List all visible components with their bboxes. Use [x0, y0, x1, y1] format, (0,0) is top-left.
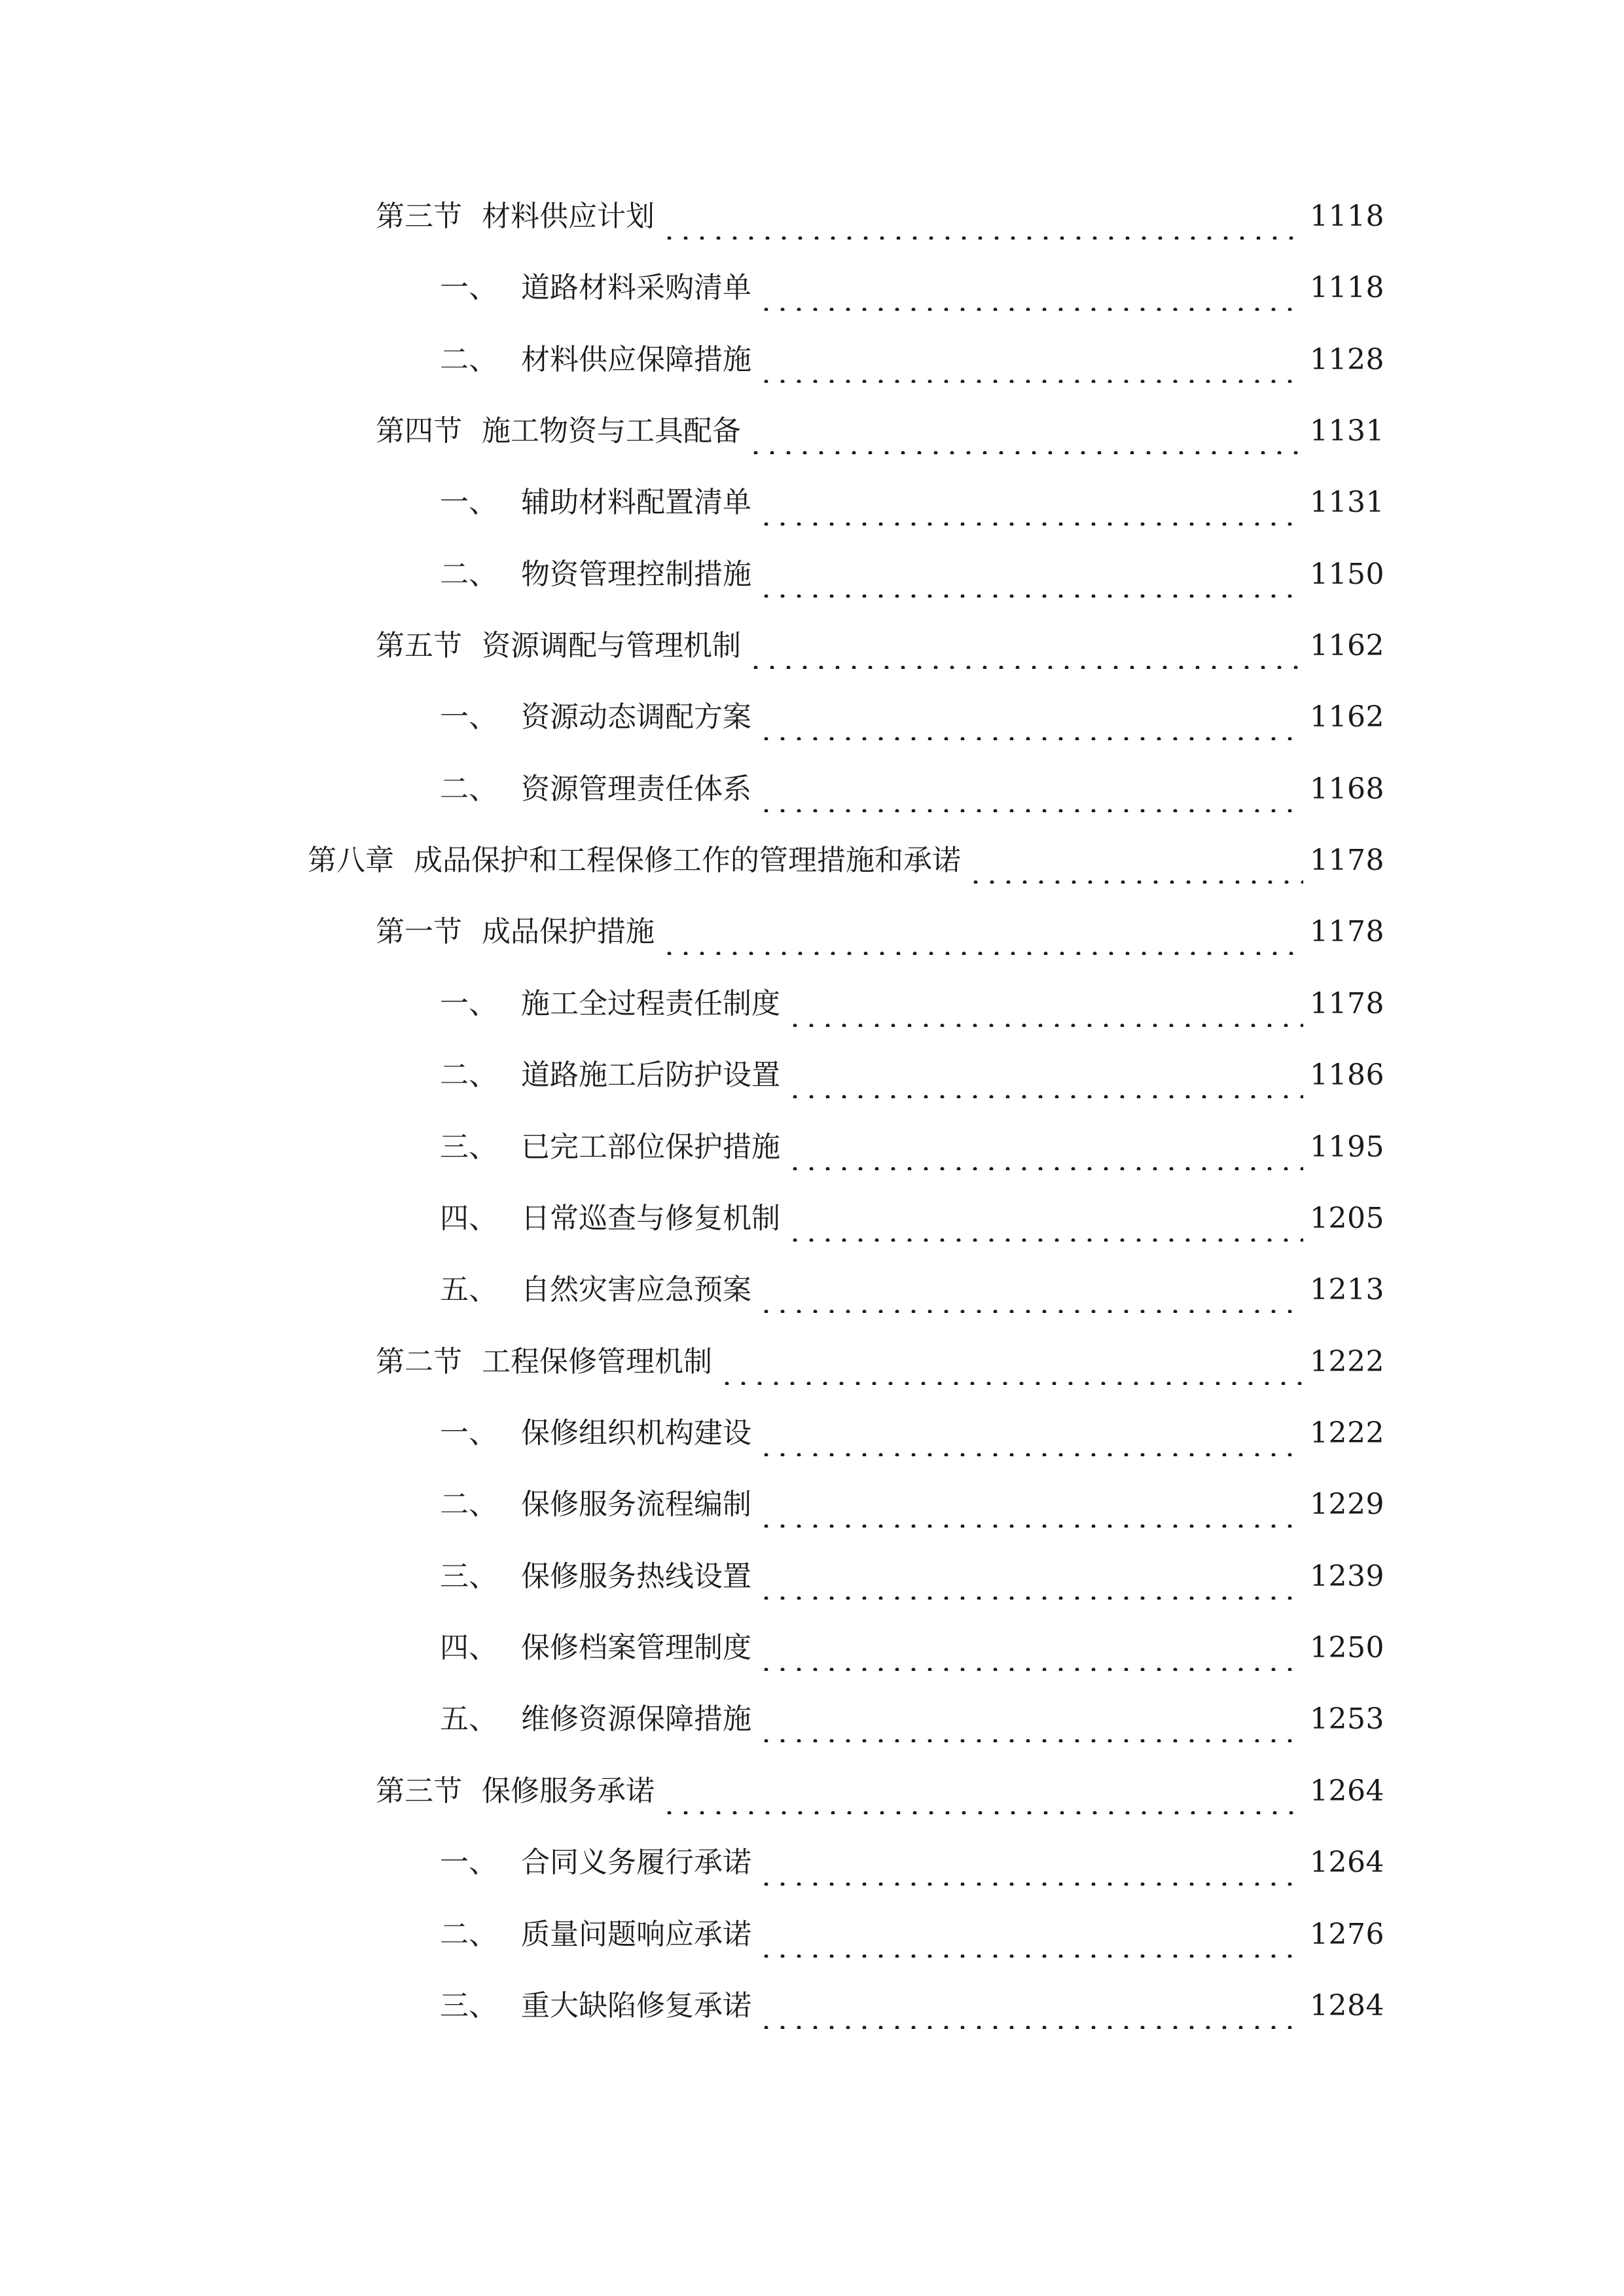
dot-leader: [758, 552, 1303, 598]
dot-leader: [758, 1554, 1303, 1600]
dot-leader: [748, 408, 1303, 454]
toc-entry-number: 一、: [440, 271, 497, 304]
toc-entry-page: 1186: [1310, 1058, 1384, 1092]
toc-entry-title: 资源调配与管理机制: [482, 629, 741, 662]
toc-entry-title: 材料供应保障措施: [521, 343, 751, 376]
toc-section-entry[interactable]: [376, 909, 1384, 955]
toc-entry-page: 1205: [1310, 1202, 1384, 1235]
dot-leader: [661, 909, 1303, 955]
toc-entry-title: 质量问题响应承诺: [521, 1918, 751, 1951]
toc-entry-title: 维修资源保障措施: [521, 1702, 751, 1736]
dot-leader: [787, 981, 1303, 1027]
dot-leader: [661, 194, 1303, 240]
toc-subsection-entry[interactable]: [440, 1124, 1384, 1170]
dot-leader: [758, 480, 1303, 526]
toc-entry-number: 三、: [440, 1130, 497, 1164]
dot-leader: [758, 1912, 1303, 1958]
toc-entry-title: 施工全过程责任制度: [521, 987, 780, 1020]
dot-leader: [758, 1482, 1303, 1528]
toc-subsection-entry[interactable]: [440, 766, 1384, 812]
toc-entry-title: 合同义务履行承诺: [521, 1846, 751, 1879]
toc-entry-page: 1250: [1310, 1631, 1384, 1664]
toc-entry-page: 1264: [1310, 1846, 1384, 1879]
toc-entry-number: 二、: [440, 343, 497, 376]
toc-entry-number: 二、: [440, 558, 497, 591]
toc-subsection-entry[interactable]: [440, 552, 1384, 598]
dot-leader: [967, 838, 1303, 884]
toc-entry-page: 1195: [1310, 1130, 1384, 1164]
dot-leader: [748, 623, 1303, 669]
toc-entry-page: 1213: [1310, 1273, 1384, 1306]
toc-entry-number: 一、: [440, 987, 497, 1020]
toc-entry-title: 物资管理控制措施: [521, 558, 751, 591]
toc-entry-number: 五、: [440, 1702, 497, 1736]
toc-entry-number: 一、: [440, 700, 497, 734]
toc-entry-number: 二、: [440, 1058, 497, 1092]
toc-entry-number: 一、: [440, 1416, 497, 1450]
toc-subsection-entry[interactable]: [440, 1482, 1384, 1528]
toc-entry-number: 五、: [440, 1273, 497, 1306]
toc-entry-title: 自然灾害应急预案: [521, 1273, 751, 1306]
toc-subsection-entry[interactable]: [440, 1196, 1384, 1242]
toc-entry-page: 1128: [1310, 343, 1384, 376]
dot-leader: [661, 1768, 1303, 1814]
toc-entry-number: 三、: [440, 1989, 497, 2022]
toc-entry-number: 第三节: [376, 1774, 462, 1808]
toc-subsection-entry[interactable]: [440, 1912, 1384, 1958]
toc-entry-title: 道路施工后防护设置: [521, 1058, 780, 1092]
dot-leader: [758, 337, 1303, 383]
toc-entry-page: 1222: [1310, 1345, 1384, 1378]
toc-entry-title: 资源动态调配方案: [521, 700, 751, 734]
toc-entry-page: 1264: [1310, 1774, 1384, 1808]
toc-subsection-entry[interactable]: [440, 1554, 1384, 1600]
toc-subsection-entry[interactable]: [440, 1410, 1384, 1456]
toc-entry-title: 已完工部位保护措施: [521, 1130, 780, 1164]
dot-leader: [758, 766, 1303, 812]
toc-entry-title: 施工物资与工具配备: [482, 414, 741, 448]
toc-entry-title: 日常巡查与修复机制: [521, 1202, 780, 1235]
toc-entry-page: 1229: [1310, 1488, 1384, 1521]
toc-subsection-entry[interactable]: [440, 337, 1384, 383]
toc-entry-page: 1118: [1310, 200, 1384, 233]
dot-leader: [719, 1339, 1303, 1385]
toc-entry-page: 1150: [1310, 558, 1384, 591]
toc-entry-title: 保修服务热线设置: [521, 1560, 751, 1593]
toc-entry-page: 1178: [1310, 915, 1384, 948]
toc-section-entry[interactable]: [376, 1768, 1384, 1814]
dot-leader: [758, 1983, 1303, 2029]
toc-entry-title: 保修组织机构建设: [521, 1416, 751, 1450]
toc-entry-page: 1178: [1310, 844, 1384, 877]
toc-entry-number: 第四节: [376, 414, 462, 448]
toc-subsection-entry[interactable]: [440, 981, 1384, 1027]
toc-entry-title: 保修服务流程编制: [521, 1488, 751, 1521]
toc-entry-title: 工程保修管理机制: [482, 1345, 712, 1378]
toc-section-entry[interactable]: [376, 1339, 1384, 1385]
toc-entry-title: 保修服务承诺: [482, 1774, 655, 1808]
toc-entry-page: 1131: [1310, 414, 1384, 448]
toc-entry-title: 材料供应计划: [482, 200, 655, 233]
toc-subsection-entry[interactable]: [440, 1983, 1384, 2029]
toc-entry-number: 一、: [440, 1846, 497, 1879]
toc-subsection-entry[interactable]: [440, 1696, 1384, 1742]
dot-leader: [787, 1052, 1303, 1098]
toc-entry-number: 一、: [440, 486, 497, 519]
toc-entry-page: 1162: [1310, 629, 1384, 662]
toc-entry-page: 1162: [1310, 700, 1384, 734]
toc-entry-page: 1276: [1310, 1918, 1384, 1951]
toc-subsection-entry[interactable]: [440, 265, 1384, 311]
toc-subsection-entry[interactable]: [440, 1840, 1384, 1886]
toc-entry-number: 四、: [440, 1631, 497, 1664]
dot-leader: [758, 1410, 1303, 1456]
dot-leader: [758, 1267, 1303, 1313]
toc-entry-number: 第五节: [376, 629, 462, 662]
toc-section-entry[interactable]: [376, 194, 1384, 240]
toc-subsection-entry[interactable]: [440, 694, 1384, 740]
dot-leader: [787, 1124, 1303, 1170]
toc-entry-page: 1168: [1310, 772, 1384, 806]
dot-leader: [758, 1696, 1303, 1742]
toc-entry-title: 保修档案管理制度: [521, 1631, 751, 1664]
toc-entry-page: 1239: [1310, 1560, 1384, 1593]
toc-entry-number: 第八章: [308, 844, 394, 877]
toc-entry-title: 资源管理责任体系: [521, 772, 751, 806]
dot-leader: [758, 265, 1303, 311]
toc-subsection-entry[interactable]: [440, 1625, 1384, 1671]
toc-section-entry[interactable]: [376, 623, 1384, 669]
dot-leader: [758, 1625, 1303, 1671]
toc-entry-number: 第三节: [376, 200, 462, 233]
toc-entry-page: 1222: [1310, 1416, 1384, 1450]
toc-entry-number: 二、: [440, 1918, 497, 1951]
toc-section-entry[interactable]: [376, 408, 1384, 454]
toc-entry-number: 二、: [440, 772, 497, 806]
toc-entry-page: 1118: [1310, 271, 1384, 304]
toc-entry-title: 道路材料采购清单: [521, 271, 751, 304]
toc-subsection-entry[interactable]: [440, 1052, 1384, 1098]
toc-subsection-entry[interactable]: [440, 1267, 1384, 1313]
dot-leader: [787, 1196, 1303, 1242]
toc-entry-number: 三、: [440, 1560, 497, 1593]
toc-entry-page: 1131: [1310, 486, 1384, 519]
toc-chapter-entry[interactable]: [308, 838, 1384, 884]
toc-subsection-entry[interactable]: [440, 480, 1384, 526]
toc-entry-number: 第二节: [376, 1345, 462, 1378]
toc-entry-page: 1253: [1310, 1702, 1384, 1736]
toc-entry-page: 1178: [1310, 987, 1384, 1020]
toc-entry-title: 重大缺陷修复承诺: [521, 1989, 751, 2022]
toc-entry-number: 第一节: [376, 915, 462, 948]
toc-entry-title: 辅助材料配置清单: [521, 486, 751, 519]
toc-entry-title: 成品保护措施: [482, 915, 655, 948]
toc-entry-title: 成品保护和工程保修工作的管理措施和承诺: [414, 844, 961, 877]
toc-entry-number: 二、: [440, 1488, 497, 1521]
dot-leader: [758, 1840, 1303, 1886]
dot-leader: [758, 694, 1303, 740]
toc-entry-page: 1284: [1310, 1989, 1384, 2022]
toc-entry-number: 四、: [440, 1202, 497, 1235]
